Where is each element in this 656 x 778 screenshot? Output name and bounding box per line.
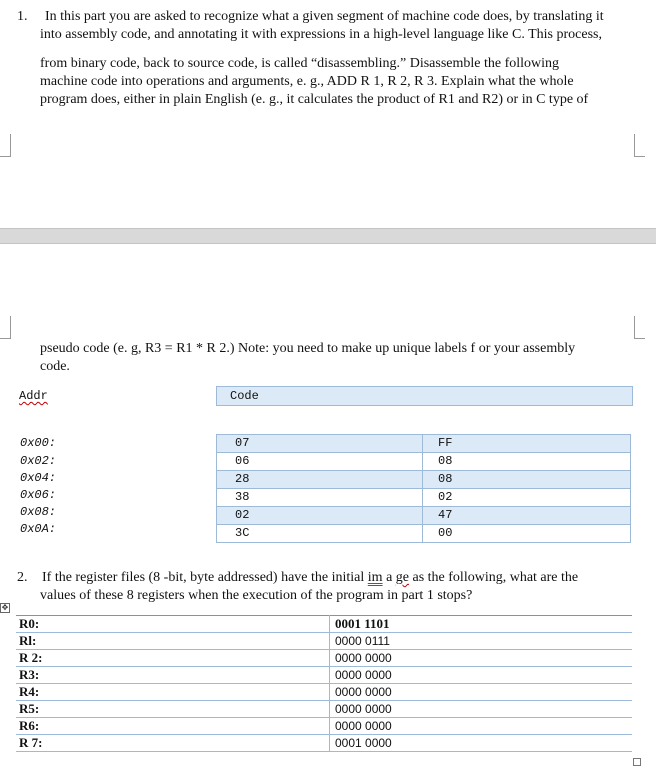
table-row (16, 684, 632, 701)
part1-line4: machine code into operations and arguments, e. g., ADD R 1, R 2, R 3. Explain what the whole (40, 74, 574, 89)
table-row (16, 701, 632, 718)
page-margin-corner-bottom-left (0, 134, 11, 157)
table-row (16, 650, 632, 667)
addr-4: 0x08: (20, 505, 57, 519)
table-row (16, 735, 632, 752)
part1-line1: In this part you are asked to recognize what a given segment of machine code does, by translating it (45, 9, 604, 24)
code-byte: 47 (438, 508, 453, 522)
register-value: 0000 0000 (330, 650, 633, 667)
register-value: 0000 0000 (330, 684, 633, 701)
code-row (216, 507, 631, 525)
part1-number: 1. (17, 9, 28, 24)
register-value: 0000 0111 (330, 633, 633, 650)
part1-line3: from binary code, back to source code, is called “disassembling.” Disassemble the following (40, 56, 560, 71)
part1-line5: program does, either in plain English (e. g., it calculates the product of R1 and R2) or in C type of (40, 92, 589, 107)
part2-line1-ge: ge (395, 570, 409, 585)
register-name: R 2: (16, 650, 330, 667)
code-row (216, 471, 631, 489)
register-name: Rl: (16, 633, 330, 650)
register-value: 0000 0000 (330, 701, 633, 718)
addr-header: Addr (19, 389, 48, 403)
page-margin-corner-bottom-right (634, 134, 645, 157)
register-table (16, 615, 632, 752)
code-header: Code (230, 389, 259, 403)
register-name: R0: (16, 616, 330, 633)
code-byte: 02 (235, 508, 250, 522)
part2-line1-im: im (367, 570, 383, 585)
register-value: 0001 1101 (330, 616, 633, 633)
code-row (216, 525, 631, 543)
table-row (16, 667, 632, 684)
register-value: 0000 0000 (330, 667, 633, 684)
table-row (16, 633, 632, 650)
code-byte: 08 (438, 472, 453, 486)
register-name: R6: (16, 718, 330, 735)
register-value: 0001 0000 (330, 735, 633, 752)
part1-line2: into assembly code, and annotating it with expressions in a high-level language like C. This process, (40, 27, 602, 42)
code-grid (216, 434, 631, 543)
code-header-cell (216, 386, 633, 406)
part2-line1-a: If the register files (8 -bit, byte addressed) have the initial (42, 570, 368, 585)
code-byte: 06 (235, 454, 250, 468)
code-byte: FF (438, 436, 453, 450)
addr-3: 0x06: (20, 488, 57, 502)
part2-number: 2. (17, 570, 28, 585)
table-row (16, 718, 632, 735)
move-icon[interactable]: ✥ (1, 603, 9, 612)
part2-line1-b: as the following, what are the (409, 570, 579, 585)
page-margin-corner-top-left (0, 316, 11, 339)
page-margin-corner-top-right (634, 316, 645, 339)
code-byte: 3C (235, 526, 250, 540)
code-byte: 00 (438, 526, 453, 540)
part1-line6: pseudo code (e. g, R3 = R1 * R 2.) Note: you need to make up unique labels f or your assembly (40, 341, 576, 356)
register-name: R4: (16, 684, 330, 701)
page-break-gap (0, 228, 656, 244)
code-byte: 08 (438, 454, 453, 468)
addr-5: 0x0A: (20, 522, 57, 536)
part2-line1-a2: a (382, 570, 396, 585)
register-name: R3: (16, 667, 330, 684)
code-byte: 07 (235, 436, 250, 450)
part2-line2: values of these 8 registers when the execution of the program in part 1 stops? (40, 588, 473, 603)
code-byte: 38 (235, 490, 250, 504)
addr-1: 0x02: (20, 454, 57, 468)
code-row (216, 489, 631, 507)
code-row (216, 453, 631, 471)
register-name: R 7: (16, 735, 330, 752)
code-byte: 02 (438, 490, 453, 504)
register-value: 0000 0000 (330, 718, 633, 735)
part1-line7: code. (40, 359, 70, 374)
register-name: R5: (16, 701, 330, 718)
part2-line1 (42, 569, 578, 587)
addr-0: 0x00: (20, 436, 57, 450)
code-byte: 28 (235, 472, 250, 486)
resize-handle-icon[interactable] (633, 758, 641, 766)
code-row (216, 434, 631, 453)
table-row (16, 616, 632, 633)
addr-2: 0x04: (20, 471, 57, 485)
